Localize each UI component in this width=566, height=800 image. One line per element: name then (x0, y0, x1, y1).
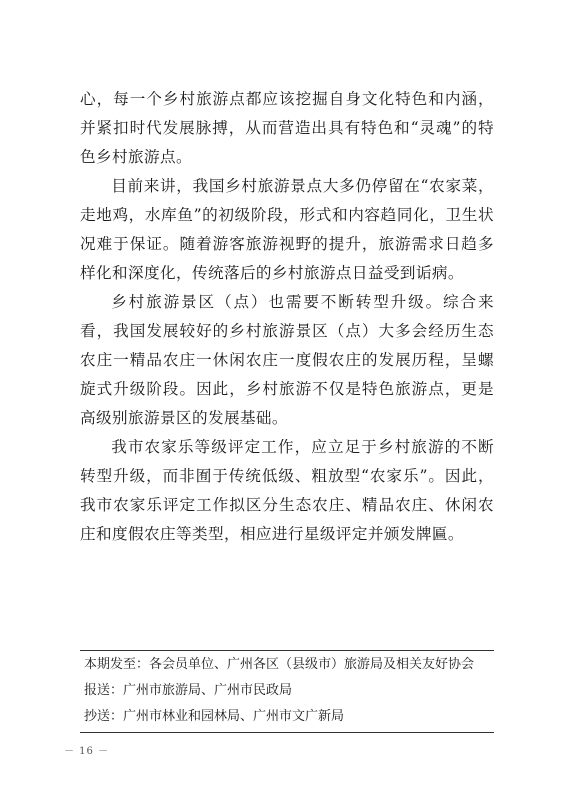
paragraph-upgrade: 乡村旅游景区（点）也需要不断转型升级。综合来看，我国发展较好的乡村旅游景区（点）大多会经历生态农庄一精品农庄一休闲农庄一度假农庄的发展历程，呈螺旋式升级阶段。因此，乡村旅游不仅是特色旅游点，更是高级别旅游景区的发展基础。 (80, 293, 494, 427)
paragraph-continuation: 心，每一个乡村旅游点都应该挖掘自身文化特色和内涵，并紧扣时代发展脉搏，从而营造出具有特色和“灵魂”的特色乡村旅游点。 (80, 90, 494, 166)
paragraph-current-situation: 目前来讲，我国乡村旅游景点大多仍停留在“农家菜，走地鸡，水库鱼”的初级阶段，形式和内容趋同化，卫生状况难于保证。随着游客旅游视野的提升，旅游需求日趋多样化和深度化，传统落后的乡村旅游点日益受到诟病。 (80, 177, 494, 282)
distribution-sent-to: 本期发至：各会员单位、广州各区（县级市）旅游局及相关友好协会 (84, 657, 475, 672)
paragraph-rating-work: 我市农家乐等级评定工作，应立足于乡村旅游的不断转型升级，而非囿于传统低级、粗放型“农家乐”。因此，我市农家乐评定工作拟区分生态农庄、精品农庄、休闲农庄和度假农庄等类型，相应进行星级评定并颁发牌匾。 (80, 438, 494, 543)
distribution-bottom-rule (80, 732, 494, 733)
page-number: － 16 － (64, 746, 110, 757)
distribution-copy-to: 抄送：广州市林业和园林局、广州市文广新局 (84, 709, 345, 724)
document-body (80, 85, 494, 549)
distribution-report-to: 报送：广州市旅游局、广州市民政局 (84, 683, 293, 698)
distribution-top-rule (80, 650, 494, 651)
